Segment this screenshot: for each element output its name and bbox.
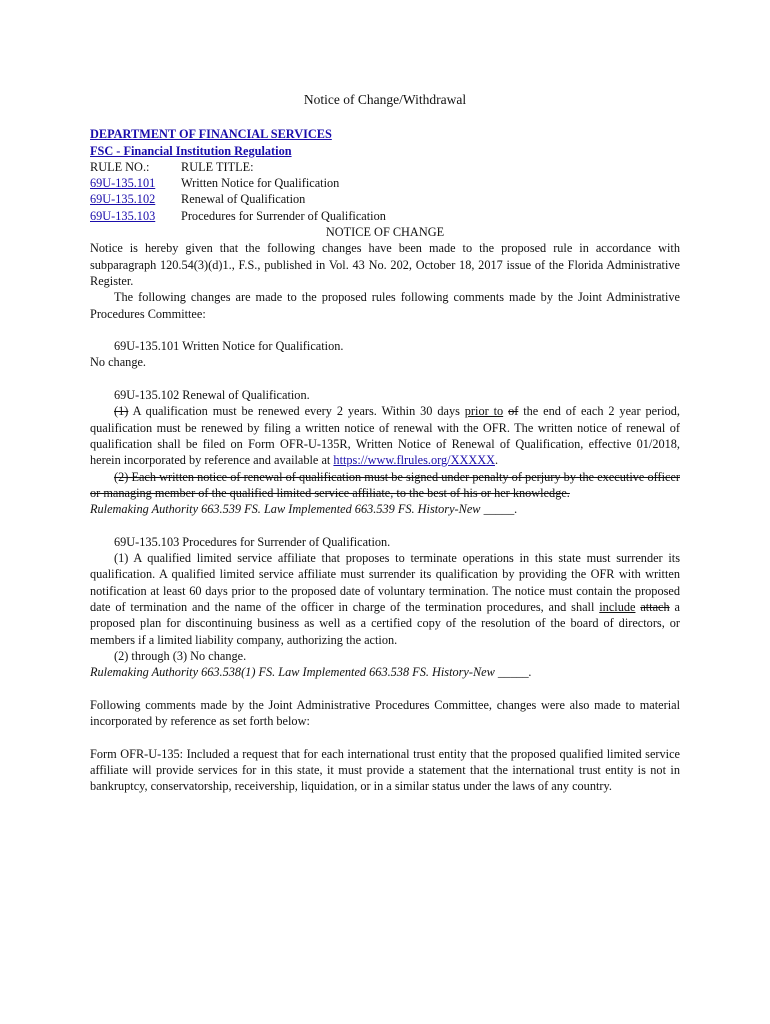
rule-no-header: RULE NO.: — [90, 159, 150, 174]
form-paragraph: Form OFR-U-135: Included a request that for each international trust entity that the proposed qualified limited service affiliate will provide services for in this state, it must provide a statement that the international trust entity is not in bankruptcy, conservatorship, receivership, liquidation, or in a similar status under the laws of any country. — [90, 746, 680, 794]
spacer — [90, 680, 680, 696]
section-102-paragraph-2 — [90, 469, 680, 502]
rule-row — [90, 208, 680, 224]
section-103-heading: 69U-135.103 Procedures for Surrender of Qualification. — [114, 534, 391, 549]
rule-title: Procedures for Surrender of Qualification — [181, 208, 386, 223]
intro-paragraph: Notice is hereby given that the following changes have been made to the proposed rule in accordance with subparagraph 120.54(3)(d)1., F.S., published in Vol. 43 No. 202, October 18, 2017 issue of the Florida Administrative Register. — [90, 241, 680, 288]
body-text: the end of each 2 year period, qualification must be renewed by filing a written notice of renewal with the OFR. The written notice of renewal of qualification shall be filed on Form OFR-U-135R, Written Notice of Renewal of Qualification, effective 01/2018, herein incorporated by reference and available at — [90, 404, 680, 468]
flrules-link[interactable]: https://www.flrules.org/XXXXX — [333, 453, 495, 468]
rule-number-link[interactable]: 69U-135.102 — [90, 192, 156, 207]
rule-header-row — [90, 159, 680, 175]
section-101-heading: 69U-135.101 Written Notice for Qualification. — [114, 339, 344, 354]
rule-number-link[interactable]: 69U-135.101 — [90, 176, 156, 191]
struck-text: (2) Each written notice of renewal of qualification must be signed under penalty of perjury by the executive officer or managing member of the qualified limited service affiliate, to the best of his or her knowledge. — [90, 469, 680, 500]
spacer — [90, 322, 680, 338]
body-text: (1) A qualified limited service affiliate that proposes to terminate operations in this state must surrender its qualification. A qualified limited service affiliate must surrender its qualification by providing the OFR with written notification at least 60 days prior to the proposed date of voluntary termination. The notice must contain the proposed date of termination and the name of the officer in charge of the termination procedures, and shall — [90, 551, 680, 614]
section-102-paragraph-1 — [90, 403, 680, 468]
section-103-paragraph-1 — [90, 550, 680, 648]
rule-row — [90, 191, 680, 207]
division-heading[interactable]: FSC - Financial Institution Regulation — [90, 143, 292, 158]
rule-number-link[interactable]: 69U-135.103 — [90, 208, 156, 223]
period: . — [494, 453, 499, 468]
body-text: A qualification must be renewed every 2 years. Within 30 days — [128, 404, 465, 419]
inserted-text: prior to — [464, 404, 504, 419]
section-102-heading: 69U-135.102 Renewal of Qualification. — [114, 388, 310, 403]
rule-title: Written Notice for Qualification — [181, 176, 340, 191]
rule-row — [90, 175, 680, 191]
department-heading[interactable]: DEPARTMENT OF FINANCIAL SERVICES — [90, 127, 332, 142]
spacer — [90, 517, 680, 533]
struck-text: attach — [640, 599, 670, 614]
section-102-authority: Rulemaking Authority 663.539 FS. Law Implemented 663.539 FS. History-New _____. — [90, 502, 518, 517]
notice-heading: NOTICE OF CHANGE — [325, 225, 445, 240]
inserted-text: include — [599, 599, 636, 614]
document-page — [90, 92, 680, 794]
spacer — [90, 371, 680, 387]
page-title: Notice of Change/Withdrawal — [303, 92, 467, 107]
section-103-authority: Rulemaking Authority 663.538(1) FS. Law Implemented 663.538 FS. History-New _____. — [90, 665, 532, 680]
struck-text: (1) — [114, 404, 129, 419]
spacer — [90, 729, 680, 745]
rule-title-header: RULE TITLE: — [181, 159, 254, 174]
struck-text: of — [508, 404, 519, 419]
section-101-body: No change. — [90, 355, 146, 370]
intro-paragraph-2: The following changes are made to the proposed rules following comments made by the Joint Administrative Procedures Committee: — [90, 290, 680, 321]
following-paragraph: Following comments made by the Joint Administrative Procedures Committee, changes were also made to material incorporated by reference as set forth below: — [90, 697, 680, 728]
section-103-paragraph-2: (2) through (3) No change. — [114, 648, 247, 663]
body-text: a proposed plan for discontinuing business as well as a certified copy of the resolution of the board of directors, or members if a limited liability company, authorizing the action. — [90, 599, 680, 647]
rule-title: Renewal of Qualification — [181, 192, 306, 207]
